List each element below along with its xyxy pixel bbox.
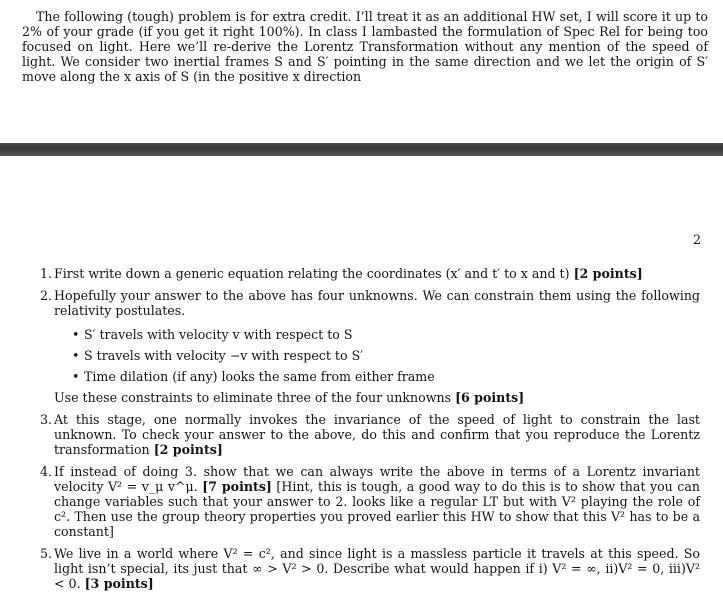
problem-number: 4. <box>40 464 53 479</box>
problem-points: [3 points] <box>84 576 154 591</box>
problem-2 <box>40 288 700 405</box>
problem-points: [7 points] <box>202 479 272 494</box>
postulate-item: • S travels with velocity −v with respect to S′ <box>72 348 700 363</box>
problem-text: Hopefully your answer to the above has four unknowns. We can constrain them using the following relativity postulates. <box>54 288 700 318</box>
problem-4 <box>40 464 700 539</box>
problem-points: [2 points] <box>153 442 223 457</box>
pdf-page-1 <box>0 0 723 143</box>
postulate-list <box>72 327 700 384</box>
problem-number: 5. <box>40 546 53 561</box>
problem-followup: Use these constraints to eliminate three of the four unknowns <box>54 390 452 405</box>
problem-text: If instead of doing 3. show that we can always write the above in terms of a Lorentz invariant velocity V² = v_μ v^μ. <box>54 464 700 494</box>
problem-text: At this stage, one normally invokes the invariance of the speed of light to constrain the last unknown. To check your answer to the above, do this and confirm that you reproduce the Lorentz transformation <box>54 412 700 457</box>
problem-points: [6 points] <box>455 390 525 405</box>
problem-5 <box>40 546 700 591</box>
problem-number: 3. <box>40 412 53 427</box>
problem-number: 1. <box>40 266 53 281</box>
problem-points: [2 points] <box>573 266 643 281</box>
postulate-item: • Time dilation (if any) looks the same from either frame <box>72 369 700 384</box>
problem-text: First write down a generic equation relating the coordinates (x′ and t′ to x and t) <box>54 266 570 281</box>
problem-list <box>40 266 700 598</box>
problem-1 <box>40 266 700 281</box>
problem-hint: [Hint, this is tough, a good way to do this is to show that you can change variables such that your answer to 2. looks like a regular LT but with V² playing the role of c². Then use the group theory properties you proved earlier this HW to show that this V² has to be a constant] <box>54 479 700 539</box>
page-separator <box>0 143 723 156</box>
problem-3 <box>40 412 700 457</box>
page-number: 2 <box>692 232 701 247</box>
intro-paragraph: The following (tough) problem is for extra credit. I’ll treat it as an additional HW set, I will score it up to 2% of your grade (if you get it right 100%). In class I lambasted the formulation of Spec Rel for being too focused on light. Here we’ll re-derive the Lorentz Transformation without any mention of the speed of light. We consider two inertial frames S and S′ pointing in the same direction and we let the origin of S′ move along the x axis of S (in the positive x direction <box>22 9 708 84</box>
postulate-item: • S′ travels with velocity v with respect to S <box>72 327 700 342</box>
problem-text: We live in a world where V² = c², and since light is a massless particle it travels at this speed. So light isn’t special, its just that ∞ > V² > 0. Describe what would happen if i) V² = ∞, ii)V² = 0, iii)V² < 0. <box>54 546 700 591</box>
problem-number: 2. <box>40 288 53 303</box>
